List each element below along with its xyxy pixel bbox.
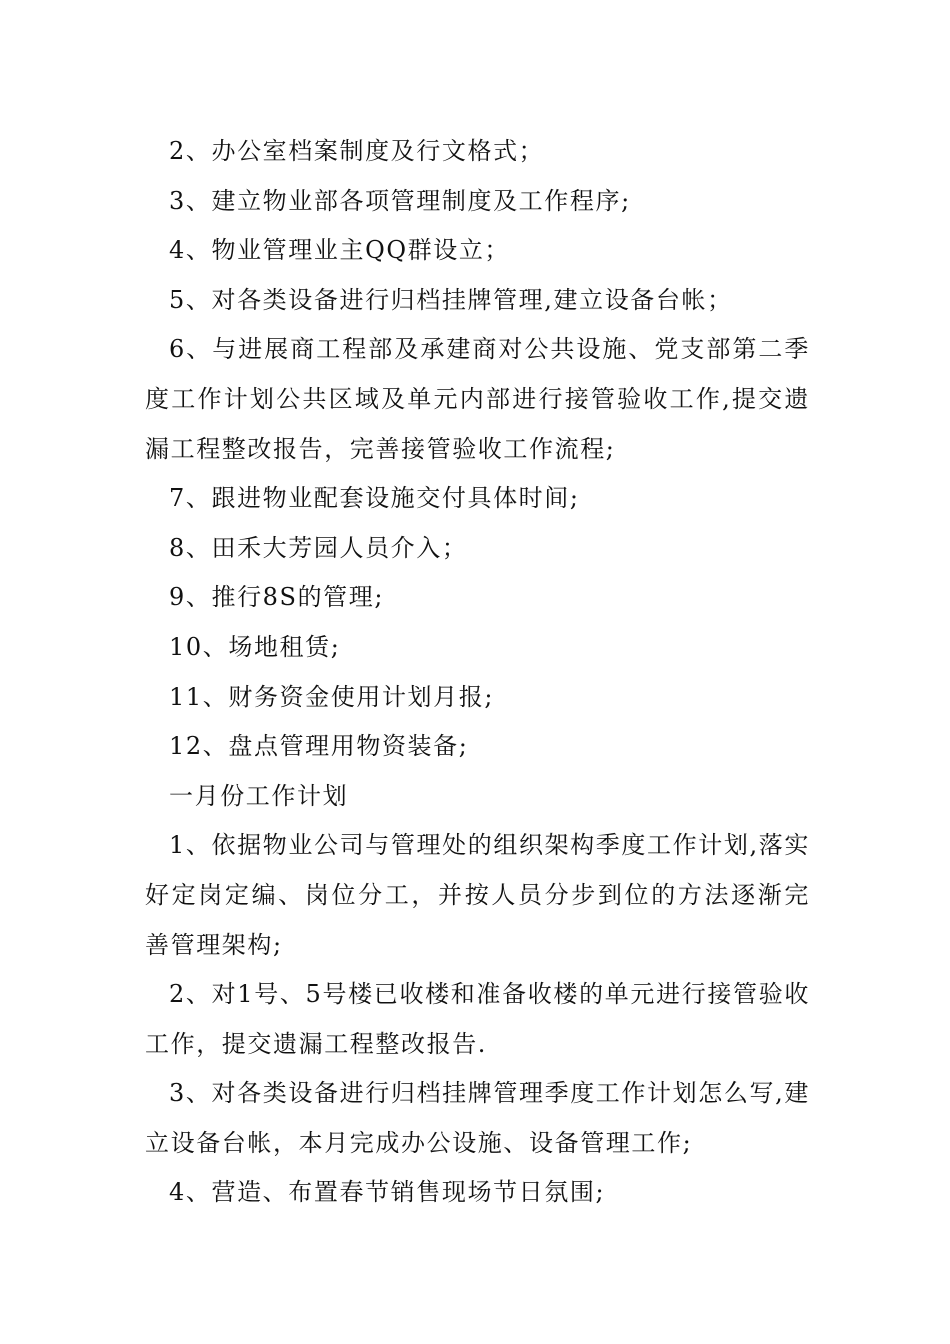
- paragraph-item-8: 8、田禾大芳园人员介入；: [169, 533, 468, 562]
- paragraph-item-7: 7、跟进物业配套设施交付具体时间;: [169, 484, 580, 513]
- january-item-2: 2、对1号、5号楼已收楼和准备收楼的单元进行接管验收工作，提交遗漏工程整改报告.: [145, 980, 810, 1058]
- section-heading-january-plan: 一月份工作计划: [169, 781, 349, 810]
- paragraph-item-9: 9、推行8S的管理;: [169, 583, 385, 612]
- paragraph-item-12: 12、盘点管理用物资装备;: [169, 732, 469, 761]
- paragraph-item-10: 10、场地租赁;: [169, 632, 341, 661]
- paragraph-item-6: 6、与进展商工程部及承建商对公共设施、党支部第二季度工作计划公共区域及单元内部进行接管验收工作,提交遗漏工程整改报告，完善接管验收工作流程;: [145, 335, 810, 463]
- document-body: [145, 127, 810, 1218]
- paragraph-item-4: 4、物业管理业主QQ群设立；: [169, 236, 511, 265]
- paragraph-item-2: 2、办公室档案制度及行文格式；: [169, 137, 545, 165]
- january-item-4: 4、营造、布置春节销售现场节日氛围;: [169, 1178, 606, 1207]
- january-item-3: 3、对各类设备进行归档挂牌管理季度工作计划怎么写,建立设备台帐，本月完成办公设施、设备管理工作;: [145, 1079, 810, 1157]
- paragraph-item-11: 11、财务资金使用计划月报;: [169, 682, 495, 711]
- paragraph-item-3: 3、建立物业部各项管理制度及工作程序;: [169, 186, 631, 215]
- paragraph-item-5: 5、对各类设备进行归档挂牌管理,建立设备台帐；: [169, 285, 733, 314]
- january-item-1: 1、依据物业公司与管理处的组织架构季度工作计划,落实好定岗定编、岗位分工，并按人员分步到位的方法逐渐完善管理架构;: [145, 831, 810, 959]
